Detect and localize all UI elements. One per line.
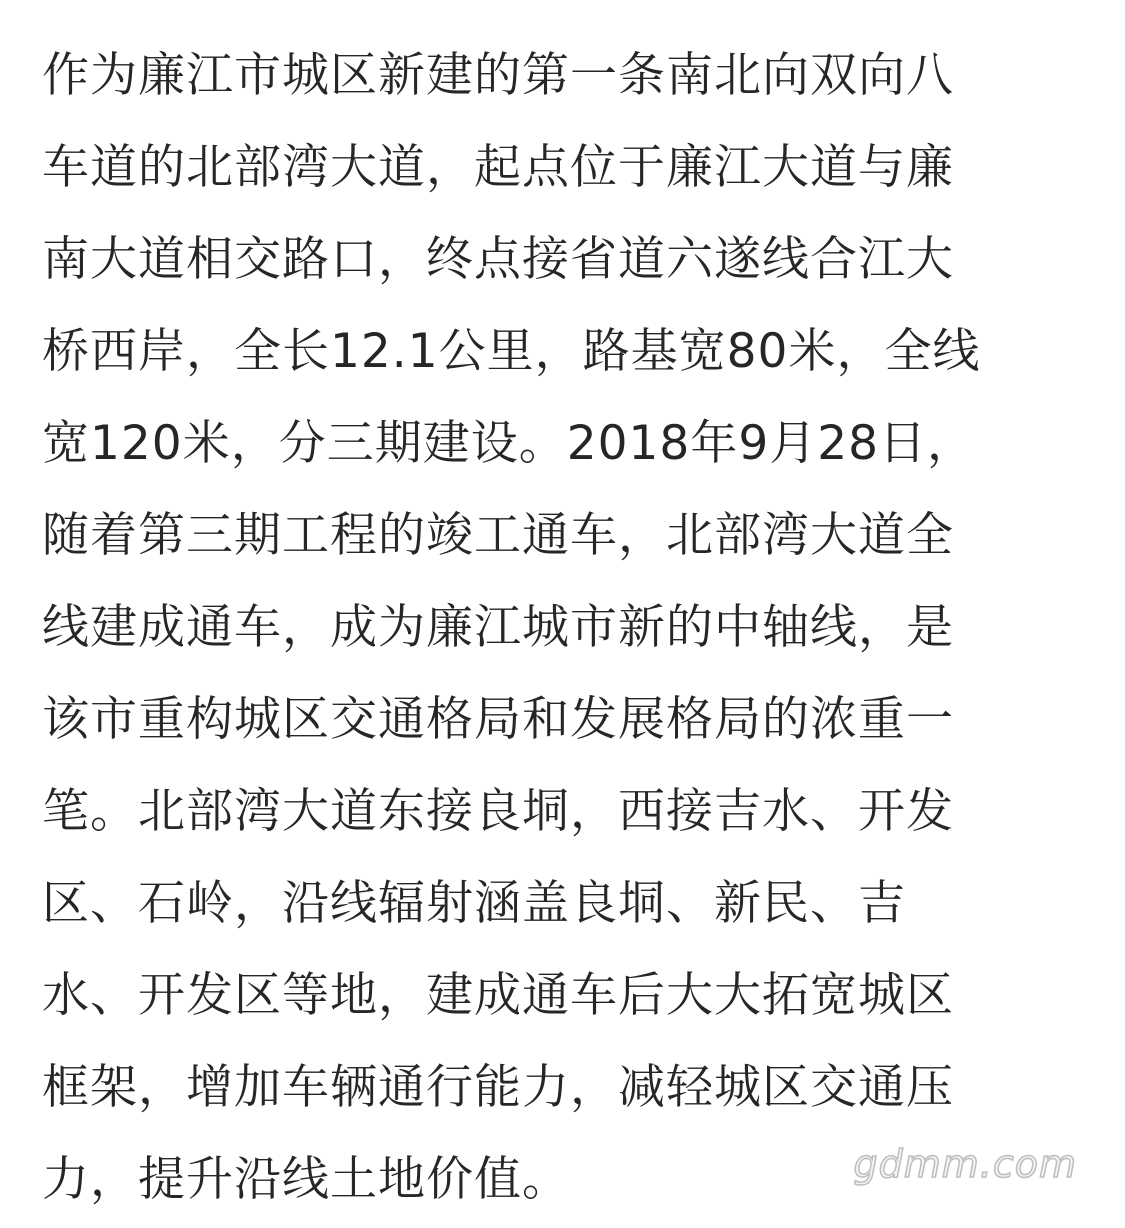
text-line-10: 区、石岭，沿线辐射涵盖良垌、新民、吉 bbox=[42, 876, 906, 931]
text-line-13: 力，提升沿线土地价值。 bbox=[42, 1152, 570, 1207]
text-line-3: 南大道相交路口，终点接省道六遂线合江大 bbox=[42, 232, 954, 287]
article-body bbox=[42, 30, 1087, 1226]
text-line-8: 该市重构城区交通格局和发展格局的浓重一 bbox=[42, 692, 954, 747]
text-line-9: 笔。北部湾大道东接良垌，西接吉水、开发 bbox=[42, 784, 954, 839]
text-line-6: 随着第三期工程的竣工通车，北部湾大道全 bbox=[42, 508, 954, 563]
watermark-logo: gdmm.com bbox=[853, 1142, 1077, 1186]
text-line-11: 水、开发区等地，建成通车后大大拓宽城区 bbox=[42, 968, 954, 1023]
text-line-5: 宽120米，分三期建设。2018年9月28日， bbox=[42, 416, 976, 471]
text-line-4: 桥西岸，全长12.1公里，路基宽80米，全线 bbox=[42, 324, 981, 379]
text-line-2: 车道的北部湾大道，起点位于廉江大道与廉 bbox=[42, 140, 954, 195]
text-line-12: 框架，增加车辆通行能力，减轻城区交通压 bbox=[42, 1060, 954, 1115]
text-line-7: 线建成通车，成为廉江城市新的中轴线，是 bbox=[42, 600, 954, 655]
text-line-1: 作为廉江市城区新建的第一条南北向双向八 bbox=[42, 48, 954, 103]
